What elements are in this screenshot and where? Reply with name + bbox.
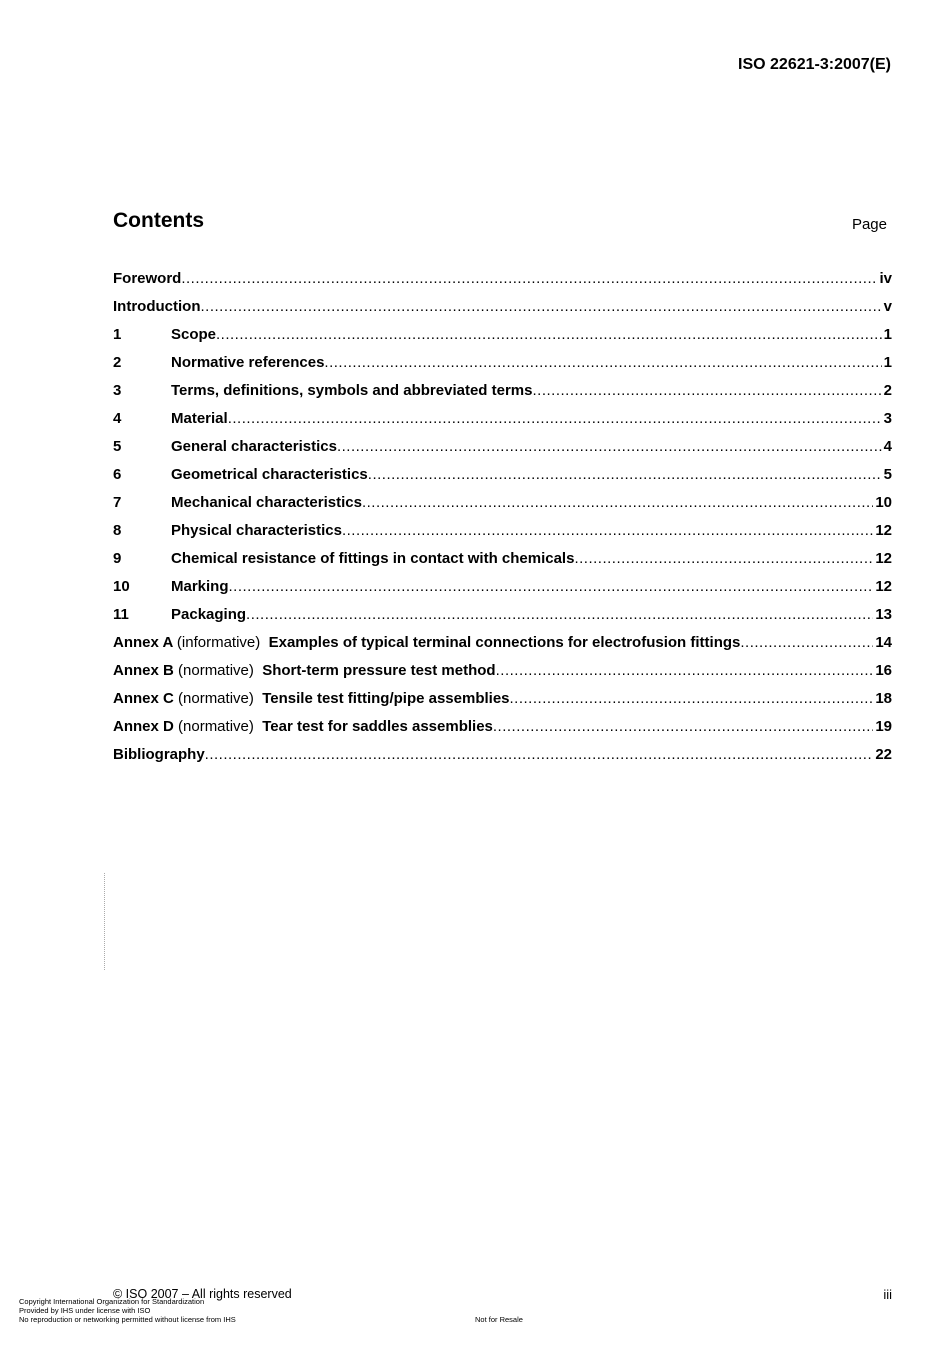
toc-entry-page: iv	[879, 270, 892, 287]
toc-entry-title: Examples of typical terminal connections for electrofusion fittings	[268, 634, 741, 651]
toc-leader-dots	[510, 685, 874, 713]
footer-copyright: © ISO 2007 – All rights reserved	[113, 1287, 292, 1301]
toc-entry-5[interactable]	[113, 433, 892, 461]
toc-entry-11[interactable]	[113, 601, 892, 629]
toc-entry-page: 5	[883, 466, 892, 483]
toc-leader-dots	[181, 265, 877, 293]
toc-leader-dots	[496, 657, 874, 685]
toc-entry-title: Scope	[171, 326, 217, 343]
page-column-label: Page	[851, 216, 887, 233]
toc-entry-page: 10	[875, 494, 892, 511]
toc-entry-title: Terms, definitions, symbols and abbreviated terms	[171, 382, 533, 399]
toc-entry-number: 8	[113, 522, 122, 539]
document-id: ISO 22621-3:2007(E)	[738, 56, 891, 73]
annex-label	[113, 685, 262, 713]
toc-entry-page: 1	[883, 326, 892, 343]
toc-leader-dots	[205, 741, 874, 769]
toc-leader-dots	[246, 601, 873, 629]
toc-entry-title: Foreword	[113, 270, 182, 287]
annex-type: (informative)	[176, 634, 261, 651]
toc-entry-page: 4	[883, 438, 892, 455]
toc-entry-number: 11	[113, 606, 129, 623]
toc-entry-title: Geometrical characteristics	[171, 466, 368, 483]
toc-leader-dots	[228, 405, 882, 433]
toc-entry-number: 3	[113, 382, 122, 399]
toc-entry-introduction[interactable]	[113, 293, 892, 321]
toc-entry-title: Normative references	[171, 354, 325, 371]
annex-label	[113, 629, 269, 657]
toc-entry-page: 19	[875, 718, 892, 735]
toc-entry-annex-b[interactable]	[113, 657, 892, 685]
toc-entry-page: 12	[875, 522, 892, 539]
toc-leader-dots	[324, 349, 881, 377]
toc-entry-page: 13	[875, 606, 892, 623]
toc-leader-dots	[533, 377, 882, 405]
toc-entry-page: 22	[875, 746, 892, 763]
annex-letter: Annex A	[113, 634, 173, 651]
toc-entry-title: Chemical resistance of fittings in contact with chemicals	[171, 550, 575, 567]
toc-entry-title: Mechanical characteristics	[171, 494, 362, 511]
table-of-contents	[113, 265, 892, 769]
toc-leader-dots	[200, 293, 881, 321]
toc-entry-title: General characteristics	[171, 438, 337, 455]
toc-leader-dots	[362, 489, 873, 517]
toc-entry-bibliography[interactable]	[113, 741, 892, 769]
toc-entry-title: Bibliography	[113, 746, 205, 763]
toc-leader-dots	[342, 517, 873, 545]
toc-entry-annex-a[interactable]	[113, 629, 892, 657]
toc-entry-8[interactable]	[113, 517, 892, 545]
toc-entry-title: Material	[171, 410, 228, 427]
footer-page-number: iii	[883, 1287, 892, 1302]
toc-entry-number: 1	[113, 326, 122, 343]
toc-entry-7[interactable]	[113, 489, 892, 517]
toc-leader-dots	[216, 321, 882, 349]
toc-entry-title: Tensile test fitting/pipe assemblies	[262, 690, 510, 707]
toc-entry-page: 14	[875, 634, 892, 651]
annex-label	[113, 713, 262, 741]
toc-entry-page: 1	[883, 354, 892, 371]
toc-entry-9[interactable]	[113, 545, 892, 573]
toc-entry-page: v	[883, 298, 892, 315]
toc-entry-number: 5	[113, 438, 122, 455]
toc-leader-dots	[229, 573, 874, 601]
toc-entry-annex-c[interactable]	[113, 685, 892, 713]
toc-entry-6[interactable]	[113, 461, 892, 489]
toc-entry-number: 10	[113, 578, 130, 595]
toc-entry-page: 2	[883, 382, 892, 399]
license-line-2: Provided by IHS under license with ISO	[19, 1306, 151, 1315]
toc-entry-number: 4	[113, 410, 122, 427]
toc-entry-title: Introduction	[113, 298, 201, 315]
license-line-1: Copyright International Organization for Standardization	[19, 1297, 205, 1306]
toc-entry-4[interactable]	[113, 405, 892, 433]
toc-entry-page: 18	[875, 690, 892, 707]
toc-entry-title: Tear test for saddles assemblies	[262, 718, 493, 735]
toc-entry-number: 2	[113, 354, 122, 371]
toc-entry-10[interactable]	[113, 573, 892, 601]
toc-entry-number: 6	[113, 466, 122, 483]
annex-letter: Annex C	[113, 690, 174, 707]
toc-entry-number: 9	[113, 550, 122, 567]
toc-entry-title: Short-term pressure test method	[262, 662, 496, 679]
toc-entry-annex-d[interactable]	[113, 713, 892, 741]
toc-leader-dots	[368, 461, 882, 489]
toc-leader-dots	[493, 713, 873, 741]
toc-entry-foreword[interactable]	[113, 265, 892, 293]
toc-entry-title: Marking	[171, 578, 229, 595]
toc-entry-1[interactable]	[113, 321, 892, 349]
toc-entry-number: 7	[113, 494, 122, 511]
margin-dotted-marks	[104, 873, 107, 970]
contents-heading: Contents	[113, 209, 204, 232]
annex-type: (normative)	[178, 662, 254, 679]
toc-entry-page: 16	[875, 662, 892, 679]
annex-label	[113, 657, 262, 685]
toc-entry-title: Packaging	[171, 606, 247, 623]
toc-entry-page: 12	[875, 578, 892, 595]
toc-leader-dots	[740, 629, 873, 657]
toc-entry-3[interactable]	[113, 377, 892, 405]
toc-entry-page: 12	[875, 550, 892, 567]
toc-leader-dots	[337, 433, 882, 461]
toc-entry-2[interactable]	[113, 349, 892, 377]
toc-entry-title: Physical characteristics	[171, 522, 342, 539]
annex-letter: Annex B	[113, 662, 174, 679]
not-for-resale-notice: Not for Resale	[475, 1315, 523, 1324]
toc-leader-dots	[574, 545, 873, 573]
toc-entry-page: 3	[883, 410, 892, 427]
license-line-3: No reproduction or networking permitted without license from IHS	[19, 1315, 236, 1324]
annex-type: (normative)	[178, 690, 254, 707]
annex-letter: Annex D	[113, 718, 174, 735]
annex-type: (normative)	[178, 718, 254, 735]
